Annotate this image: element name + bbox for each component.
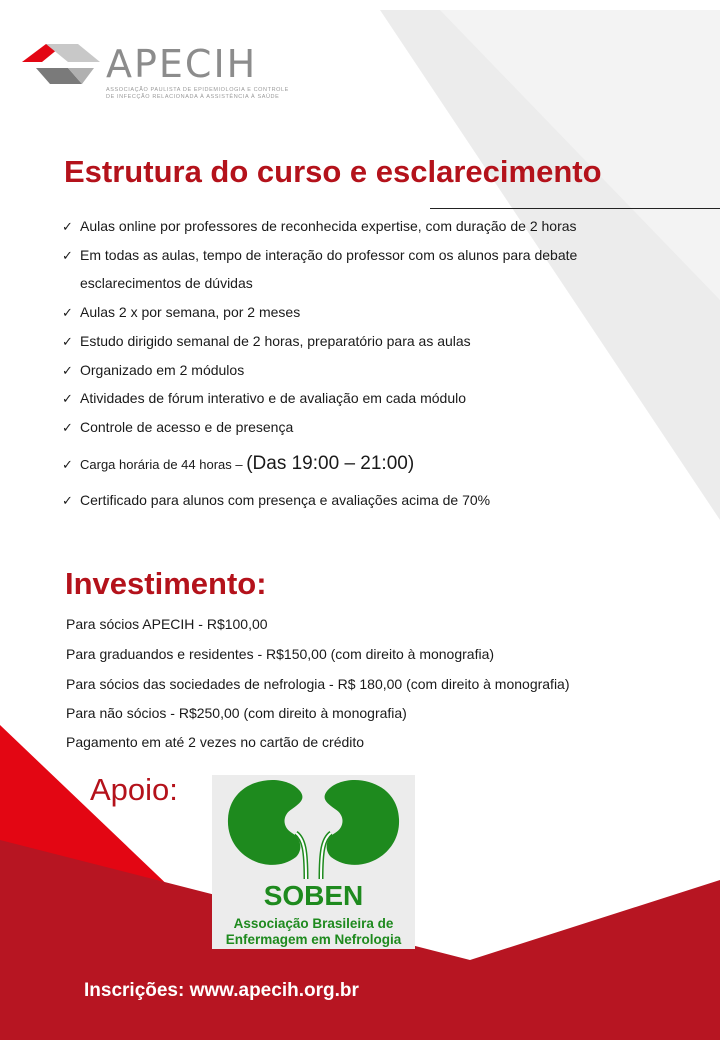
soben-description-line2: Enfermagem em Nefrologia [225,932,402,947]
price-line: Para não sócios - R$250,00 (com direito à monografia) [66,705,407,721]
list-item-text: Certificado para alunos com presença e avaliações acima de 70% [80,492,491,508]
soben-logo [212,775,415,949]
list-item-continuation: esclarecimentos de dúvidas [80,275,253,291]
logo-subtitle-line2: DE INFECÇÃO RELACIONADA À ASSISTÊNCIA À SAÚDE [106,94,280,100]
list-item-text: Em todas as aulas, tempo de interação do professor com os alunos para debate [80,247,578,263]
check-icon: ✓ [62,391,73,406]
check-icon: ✓ [62,457,73,472]
list-item [62,490,490,511]
list-item-text: Carga horária de 44 horas – [80,457,247,472]
list-item [62,388,466,409]
price-line: Para sócios APECIH - R$100,00 [66,616,268,632]
check-icon: ✓ [62,363,73,378]
list-item-text: Aulas online por professores de reconhecida expertise, com duração de 2 horas [80,218,577,234]
check-icon: ✓ [62,305,73,320]
list-item-text: Aulas 2 x por semana, por 2 meses [80,304,301,320]
check-icon: ✓ [62,493,73,508]
schedule-text: (Das 19:00 – 21:00) [246,453,415,474]
list-item [62,360,244,381]
list-item-text: Atividades de fórum interativo e de avaliação em cada módulo [80,390,466,406]
list-item [62,245,577,266]
logo-name: APECIH [106,42,258,86]
list-item [62,302,300,323]
list-item [62,331,471,352]
title-divider [430,208,720,209]
check-icon: ✓ [62,248,73,263]
soben-description-line1: Associação Brasileira de [233,916,394,931]
price-line: Para sócios das sociedades de nefrologia - R$ 180,00 (com direito à monografia) [66,676,570,692]
price-line: Para graduandos e residentes - R$150,00 (com direito à monografia) [66,646,495,662]
check-icon: ✓ [62,219,73,234]
investment-title: Investimento: [65,566,267,601]
soben-description [212,916,415,948]
structure-title: Estrutura do curso e esclarecimento [64,154,602,189]
kidneys-icon [212,775,415,880]
list-item-text: Controle de acesso e de presença [80,419,294,435]
list-item-text: Organizado em 2 módulos [80,362,245,378]
list-item [62,216,577,237]
list-item [62,454,414,475]
check-icon: ✓ [62,420,73,435]
apecih-logo [22,40,312,104]
support-label: Apoio: [90,772,178,807]
list-item [62,417,293,438]
soben-name: SOBEN [263,880,364,911]
logo-subtitle-line1: ASSOCIAÇÃO PAULISTA DE EPIDEMIOLOGIA E CONTROLE [106,87,289,93]
payment-line: Pagamento em até 2 vezes no cartão de crédito [66,734,365,750]
list-item-text: Estudo dirigido semanal de 2 horas, preparatório para as aulas [80,333,471,349]
logo-subtitle [106,87,289,101]
apecih-logo-mark-icon [22,42,100,86]
registration-link[interactable]: Inscrições: www.apecih.org.br [84,980,359,1001]
check-icon: ✓ [62,334,73,349]
